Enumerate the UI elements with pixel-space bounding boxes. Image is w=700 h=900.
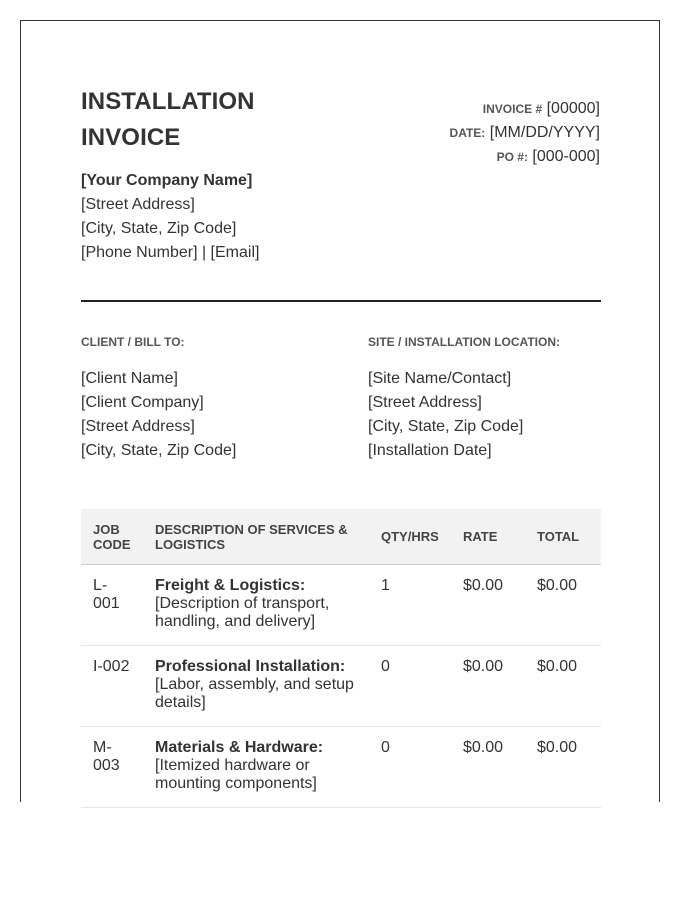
company-contact: [Phone Number] | [Email]	[81, 244, 260, 261]
client-label: CLIENT / BILL TO:	[81, 335, 185, 349]
site-name: [Site Name/Contact]	[368, 370, 512, 387]
company-block	[81, 169, 259, 265]
row-rate: $0.00	[451, 727, 525, 808]
row-item-detail-line2: handling, and delivery]	[155, 613, 316, 630]
row-description	[143, 646, 369, 727]
company-street: [Street Address]	[81, 196, 195, 213]
site-install-date: [Installation Date]	[368, 442, 492, 459]
row-qty: 0	[369, 646, 451, 727]
header-job-code: JOB CODE	[81, 509, 143, 565]
site-label: SITE / INSTALLATION LOCATION:	[368, 335, 560, 349]
row-total: $0.00	[525, 727, 601, 808]
row-description	[143, 727, 369, 808]
invoice-number-value: [00000]	[546, 100, 600, 117]
invoice-title-line2: INVOICE	[81, 124, 181, 151]
row-item-detail-line2: details]	[155, 694, 206, 711]
row-item-detail-line1: [Description of transport,	[155, 595, 330, 612]
invoice-title-line1: INSTALLATION	[81, 88, 255, 115]
row-job-code: I-002	[81, 646, 143, 727]
po-number-label: PO #:	[496, 150, 528, 164]
table-row	[81, 727, 601, 808]
row-job-code: M- 003	[81, 727, 143, 808]
invoice-date-value: [MM/DD/YYYY]	[489, 124, 600, 141]
invoice-meta	[450, 97, 600, 169]
po-number-value: [000-000]	[532, 148, 600, 165]
row-total: $0.00	[525, 565, 601, 646]
client-name: [Client Name]	[81, 370, 178, 387]
line-items-table	[81, 509, 601, 808]
header-divider	[81, 300, 601, 302]
row-rate: $0.00	[451, 646, 525, 727]
invoice-number-label: INVOICE #	[482, 102, 543, 116]
header-qty: QTY/HRS	[369, 509, 451, 565]
site-block	[368, 334, 628, 463]
invoice-date-row	[450, 121, 600, 145]
table-row	[81, 565, 601, 646]
invoice-date-label: DATE:	[449, 126, 486, 140]
row-qty: 1	[369, 565, 451, 646]
invoice-number-row	[450, 97, 600, 121]
row-job-code: L- 001	[81, 565, 143, 646]
invoice-page	[20, 20, 660, 802]
company-city: [City, State, Zip Code]	[81, 220, 237, 237]
invoice-title	[81, 84, 255, 156]
site-street: [Street Address]	[368, 394, 482, 411]
row-item-detail-line1: [Labor, assembly, and setup	[155, 676, 354, 693]
row-item-detail-line1: [Itemized hardware or	[155, 757, 310, 774]
site-city: [City, State, Zip Code]	[368, 418, 524, 435]
row-rate: $0.00	[451, 565, 525, 646]
company-name: [Your Company Name]	[81, 172, 253, 189]
row-item-title: Materials & Hardware:	[155, 739, 324, 756]
row-item-detail-line2: mounting components]	[155, 775, 317, 792]
po-number-row	[450, 145, 600, 169]
header-total: TOTAL	[525, 509, 601, 565]
header-rate: RATE	[451, 509, 525, 565]
client-block	[81, 334, 341, 463]
row-description	[143, 565, 369, 646]
row-item-title: Freight & Logistics:	[155, 577, 306, 594]
row-item-title: Professional Installation:	[155, 658, 346, 675]
client-city: [City, State, Zip Code]	[81, 442, 237, 459]
row-qty: 0	[369, 727, 451, 808]
table-header-row	[81, 509, 601, 565]
client-company: [Client Company]	[81, 394, 204, 411]
client-street: [Street Address]	[81, 418, 195, 435]
header-description: DESCRIPTION OF SERVICES & LOGISTICS	[143, 509, 369, 565]
table-row	[81, 646, 601, 727]
row-total: $0.00	[525, 646, 601, 727]
